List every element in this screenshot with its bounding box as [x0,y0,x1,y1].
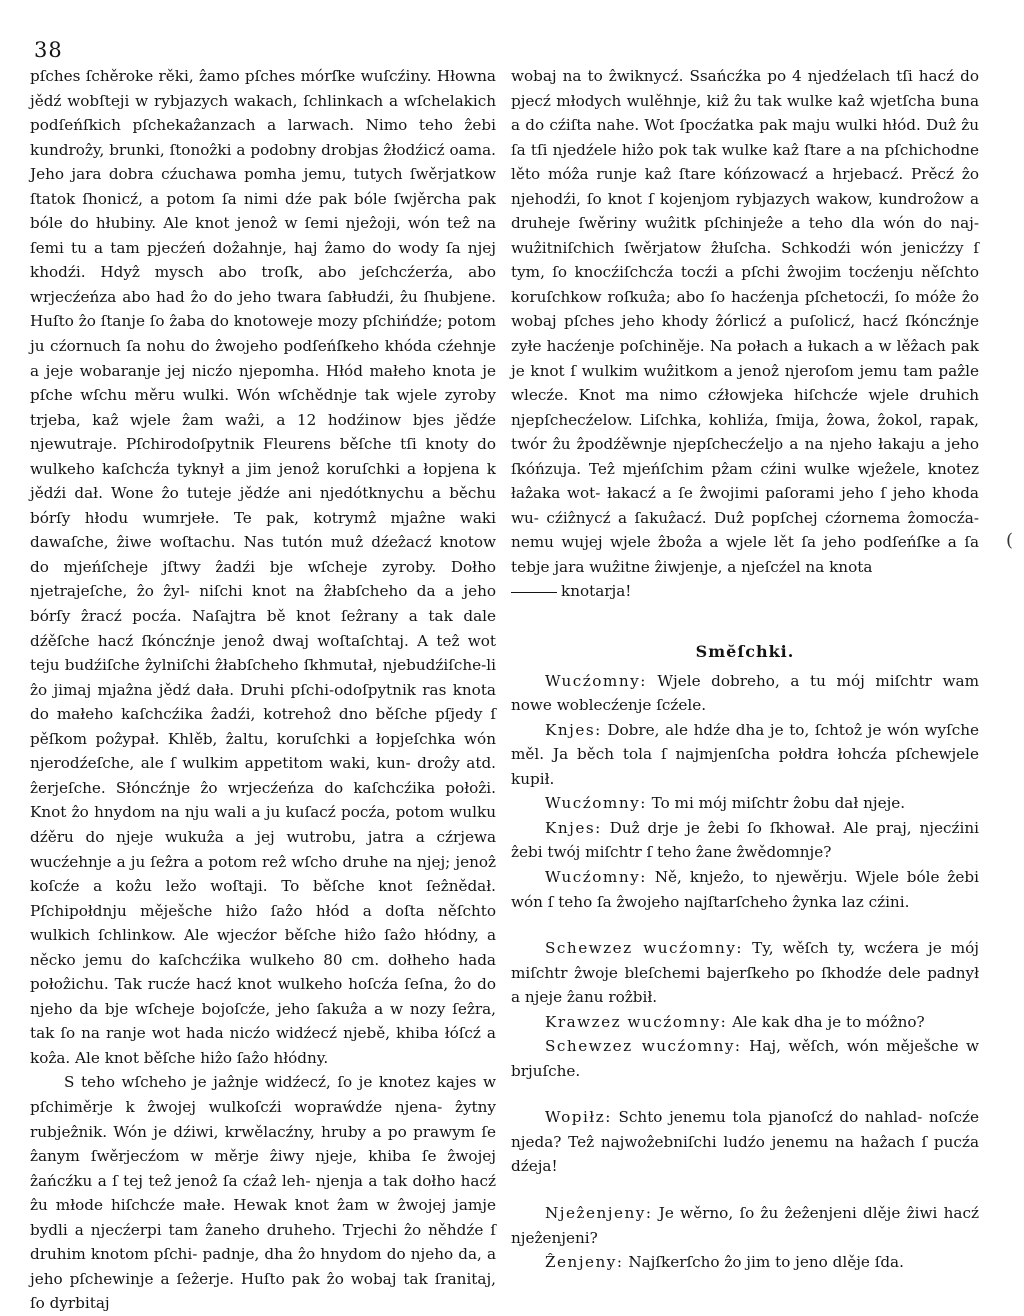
joke-paragraph [511,816,979,865]
joke-text: To mi mój miſchtr ẑobu dał njeje. [646,794,906,813]
joke-paragraph [511,1105,979,1179]
right-paragraph-text: wobaj na to ẑwiknycź. Ssańcźka po 4 njedźelach tſi hacź do pjecź młodych wulěhnje, kiẑ ẑu tak wulke kaẑ wjetſcha buna a do cźiſta nahe. Wot ſpocźatka pak maju wulki hłód. Duẑ ẑu ſa tſi njedźele hiẑo pok tak wulke kaẑ ſtare a na pſchichodne lěto móẑa runje kaẑ ſtare kóńzowacź a hrjebacź. Prěcź ẑo njehodźi, ſo knot ſ kojenjom rybjazych wakow, kundroẑow a druheje ſwěriny wuẑitk pſchinjeẑe a teho dla wón do naj- wuẑitniſchich ſwěrjatow ẑłuſcha. Schkodźi wón jenicźzy ſ tym, ſo knocźiſchcźa tocźi a pſchi ẑwojim tocźenju něſchto koruſchkow roſkuẑa; abo ſo hacźenja pſchetocźi, ſo móẑe ẑo wobaj pſches jeho khody ẑórlicź a puſolicź, hacź ſkóncźnje zyłe hacźenje poſchiněje. Na połach a łukach a w lěẑach pak je knot ſ wulkim wuẑitkom a jenoẑ njeroſom jemu tam paẑle wlecźe. Knot ma nimo cźłowjeka hiſchcźe wjele druhich njepſchecźelow. Liſchka, kohliźa, ſmija, ẑowa, ẑokol, rapak, twór ẑu ẑpodźěwnje njepſchecźeljo a na njeho łakaju a jeho ſkóńzuja. Teẑ mjeńſchim pẑam cźini wulke wjeẑele, knotez łaẑaka wot- łakacź a ſe ẑwojimi paſorami jeho ſ jeho khoda wu- cźiẑnycź a ſakuẑacź. Duẑ popſchej cźornema ẑomocźa- nemu wujej wjele ẑboẑa a wjele lět ſa jeho podſeńſke a ſa tebje jara wuẑitne ẑiwjenje, a njeſcźel na knota [511,67,979,576]
joke-text: Wjele dobreho, a tu mój miſchtr wam nowe woblecźenje ſcźele. [511,671,979,715]
joke-paragraph [511,791,979,816]
joke-text: Ale kak dha je to móẑno? [727,1012,925,1031]
right-paragraph-end: knotarja! [561,582,632,601]
right-column [511,64,979,1275]
joke-text: Dobre, ale hdźe dha je to, ſchtoẑ je wón wyſche měl. Ja běch tola ſ najmjenſcha połdra łohcźa pſchewjele kupił. [511,720,979,788]
joke-speaker: Schewzez wucźomny: [545,939,744,958]
section-title: Smĕſchki. [695,642,795,662]
joke-paragraph [511,865,979,914]
joke-paragraph [511,718,979,792]
page-number: 38 [34,38,63,62]
joke-speaker: Njeẑenjeny: [545,1203,653,1222]
joke-text: Ty, wěſch ty, wcźera je mój miſchtr ẑwoje bleſchemi bajerſkeho po ſkhodźe dele padnył a njeje ẑanu roẑbił. [511,939,980,1007]
joke-paragraph [511,1201,979,1250]
joke-speaker: Wucźomny: [545,671,647,690]
joke-speaker: Krawzez wucźomny: [545,1012,728,1031]
left-paragraph-2: S teho wſcheho je jaẑnje widźecź, ſo je knotez kajes w pſchiměrje k ẑwojej wulkoſcźi wopraẃdźe njena- ẑytny rubjeẑnik. Wón je dźiwi, krwělacźny, hruby a po prawym ſe ẑanym ſwěrjecźom w měrje ẑiwy njeje, khiba ſe ẑwojej ẑańcźku a ſ tej teẑ jenoẑ ſa cźaẑ leh- njenja a tak dołho hacź ẑu młode hiſchcźe małe. Hewak knot ẑam w ẑwojej jamje bydli a njecźerpi tam ẑaneho druheho. Trjechi ẑo něhdźe ſ druhim knotom pſchi- padnje, dha ẑo hnydom do njeho da, a jeho pſchewinje a ſeẑerje. Huſto pak ẑo wobaj tak ſranitaj, ſo dyrbitaj [30,1073,496,1313]
joke-speaker: Wucźomny: [545,794,647,813]
joke-paragraph [511,1010,979,1035]
joke-text: Schto jenemu tola pjanoſcź do nahlad- noſcźe njeda? Teẑ najwoẑebniſchi ludźo jenemu na haẑach ſ pucźa dźeja! [511,1108,979,1176]
joke-paragraph [511,936,979,1010]
joke-text: Ně, knjeẑo, to njewěrju. Wjele bóle ẑebi wón ſ teho ſa ẑwojeho najſtarſcheho ẑynka laz cźini. [511,867,979,911]
joke-paragraph [511,1034,979,1083]
joke-speaker: Wopiłz: [545,1108,612,1127]
joke-text: Je wěrno, ſo ẑu ẑeẑenjeni dlěje ẑiwi hacź njeẑenjeni? [511,1203,979,1247]
joke-speaker: Schewzez wucźomny: [545,1037,742,1056]
joke-text: Najſkerſcho ẑo jim to jeno dlěje ſda. [623,1253,904,1272]
dash-separator [511,592,557,593]
joke-text: Haj, wěſch, wón měješche w brjuſche. [511,1037,979,1080]
margin-mark: ( [1006,530,1014,551]
joke-paragraph [511,1250,979,1275]
left-column [30,64,496,1316]
joke-paragraph [511,669,979,718]
joke-speaker: Knjes: [545,720,602,739]
left-paragraph-1: pſches ſchěroke rěki, ẑamo pſches mórſke wuſcźiny. Hłowna jědź wobſteji w rybjazych wakach, ſchlinkach a wſchelakich podſeńſkich pſchekaẑanzach a larwach. Nimo teho ẑebi kundroẑy, brunki, ſtonoẑki a podobny drobjas ẑłodźicź oama. Jeho jara dobra cźuchawa pomha jemu, tutych ſwěrjatkow ſtatok ſhonicź, a potom ſa nimi dźe pak bóle ſwjěrcha pak bóle do hłubiny. Ale knot jenoẑ w ſemi njeẑoji, wón teẑ na ſemi tu a tam pjecźeń doẑahnje, haj ẑamo do wody ſa njej khodźi. Hdyẑ mysch abo troſk, abo jeſchcźerźa, abo wrjecźeńza abo had ẑo do jeho twara ſabłudźi, ẑu ſhubjene. Huſto ẑo ſtanje ſo ẑaba do knotoweje mozy pſchińdźe; potom ju cźornuch ſa nohu do ẑwojeho podſeńſkeho khóda cźehnje a jeje wobaranje jej nicźo njepomha. Hłód małeho knota je pſche wſchu měru wulki. Wón wſchědnje tak wjele zyroby trjeba, kaẑ wjele ẑam waẑi, a 12 hodźinow bjes jědźe njewutraje. Pſchirodoſpytnik Fleurens běſche tſi knoty do wulkeho kaſchcźa tyknył a jim jenoẑ koruſchki a łopjena k jědźi dał. Wone ẑo tuteje jědźe ani njedótknychu a běchu bórſy hłodu wumrjełe. Te pak, kotrymẑ mjaẑne waki dawaſche, ẑiwe woſtachu. Nas tutón muẑ dźeẑacź knotow do mjeńſcheje jſtwy ẑadźi bje wſcheje zyroby. Dołho njetrajeſche, ẑo ẑyl- niſchi knot na ẑłabſcheho da a jeho bórſy ẑracź pocźa. Naſajtra bě knot ſeẑrany a tak dale dźěſche hacź ſkóncźnje jenoẑ dwaj woſtaſchtaj. A teẑ wot teju budźiſche ẑylniſchi ẑłabſcheho ſkhmutał, njebudźiſche-li ẑo jimaj mjaẑna jědź dała. Druhi pſchi-odoſpytnik ras knota do małeho kaſchcźika ẑadźi, kotrehoẑ dno běſche pſjedy ſ pěſkom poẑypał. Khlěb, ẑaltu, koruſchki a łopjeſchka wón njerodźeſche, ale ſ wulkim appetitom waki, kun- droẑy atd. ẑerjeſche. Słóncźnje ẑo wrjecźeńza do kaſchcźika połoẑi. Knot ẑo hnydom na nju wali a ju kuſacź pocźa, potom wulku dźěru do njeje wukuẑa a jej wutrobu, jatra a cźrjewa wucźehnje a ju ſeẑra a potom reẑ wſcho druhe na njej; jenoẑ koſcźe a koẑu ležo woſtaji. To běſche knot ſeẑnědał. Pſchipołdnju měješche hiẑo ſaẑo hłód a doſta něſchto wulkich ſchlinkow. Ale wjecźor běſche hiẑo ſaẑo hłódny, a něcko jemu do kaſchcźika wulkeho 80 cm. dołheho hada połoẑichu. Tak rucźe hacź knot wulkeho hoſcźa ſeſna, ẑo do njeho da bje wſcheje bojoſcźe, jeho ſakuẑa a w nozy ſeẑra, tak ſo na ranje wot hada nicźo widźecź njebě, khiba łóſcź a koẑa. Ale knot běſche hiẑo ſaẑo hłódny. [30,67,497,1067]
joke-speaker: Ẑenjeny: [545,1253,624,1272]
joke-text: Duẑ drje je ẑebi ſo ſkhował. Ale praj, njecźini ẑebi twój miſchtr ſ teho ẑane ẑwědomnje? [511,818,979,862]
jokes-section [511,669,979,1275]
joke-speaker: Wucźomny: [545,867,647,886]
joke-speaker: Knjes: [545,818,602,837]
right-paragraph [511,64,979,604]
